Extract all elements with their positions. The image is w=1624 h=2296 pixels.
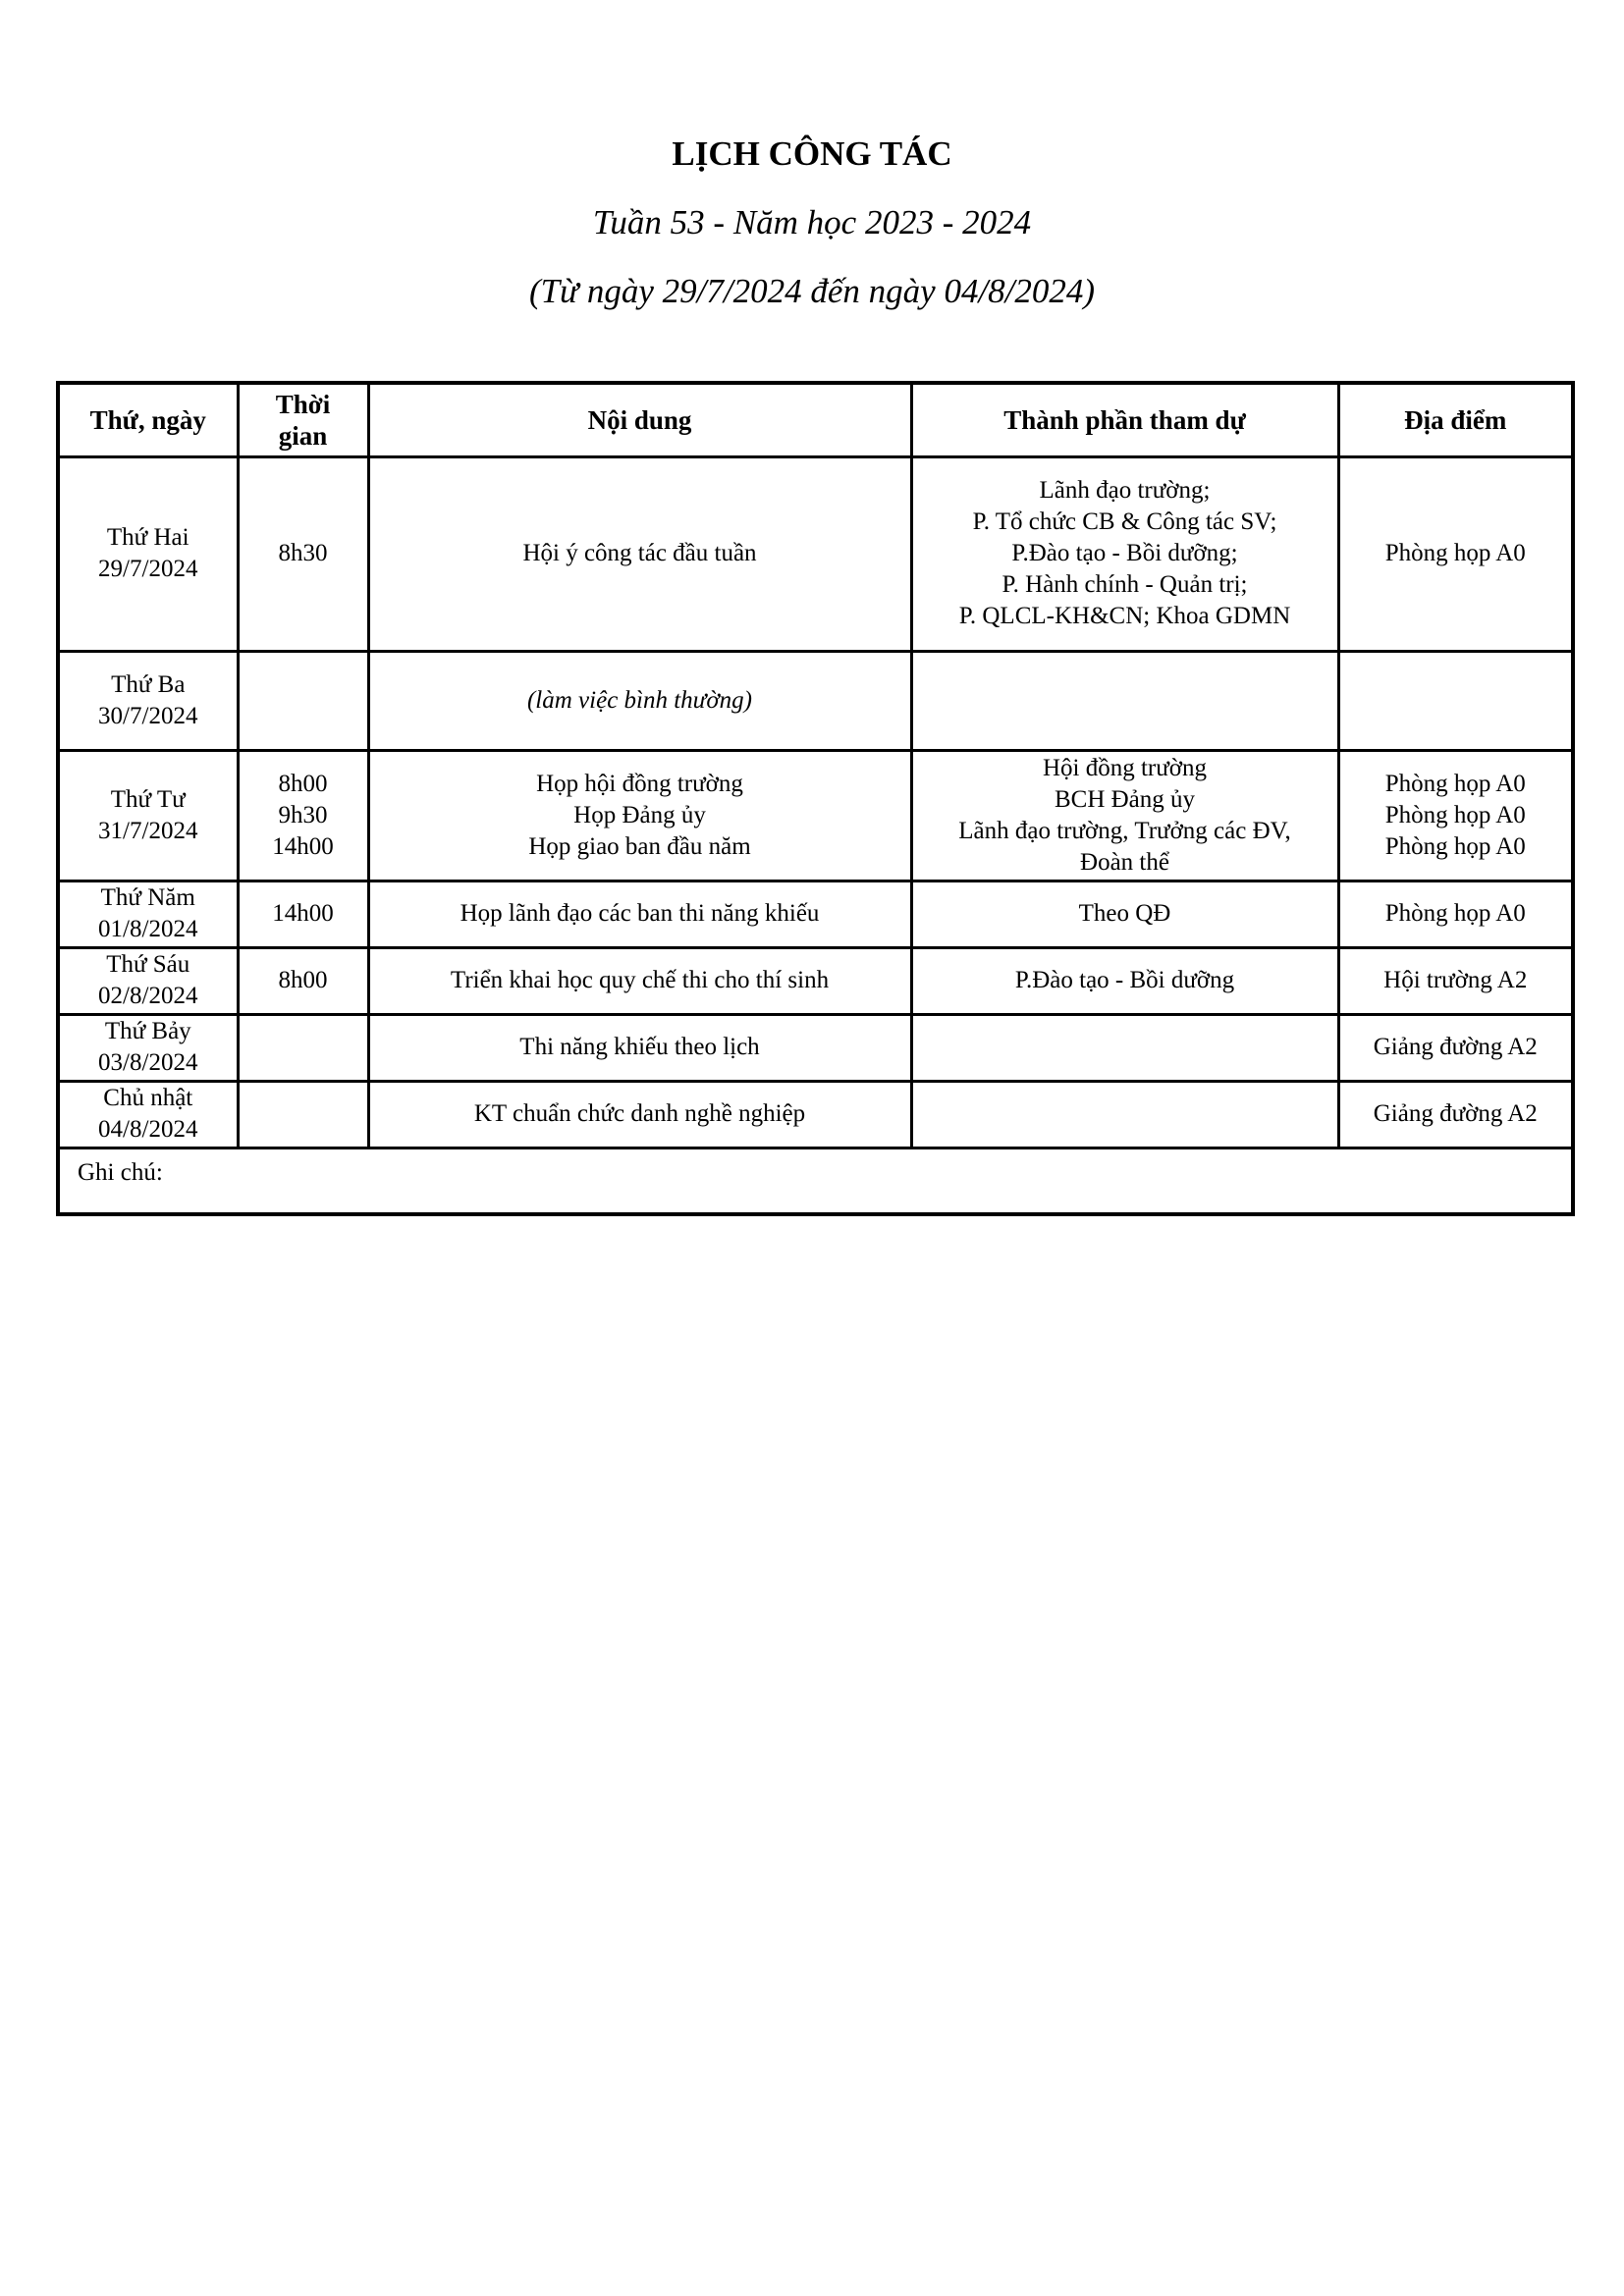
table-row — [58, 651, 1573, 750]
content-cell: Hội ý công tác đầu tuần — [368, 456, 911, 651]
document-title: LỊCH CÔNG TÁC — [672, 134, 952, 173]
location-cell: Phòng họp A0 — [1338, 456, 1573, 651]
column-header-day: Thứ, ngày — [58, 383, 238, 456]
day-cell: Thứ Sáu 02/8/2024 — [58, 947, 238, 1014]
note-row — [58, 1148, 1573, 1214]
table-row — [58, 947, 1573, 1014]
time-cell — [238, 1014, 368, 1081]
content-cell: Họp lãnh đạo các ban thi năng khiếu — [368, 881, 911, 947]
table-row — [58, 1081, 1573, 1148]
time-cell — [238, 1081, 368, 1148]
date-range: (Từ ngày 29/7/2024 đến ngày 04/8/2024) — [528, 272, 1096, 310]
time-cell: 8h00 — [238, 947, 368, 1014]
location-cell: Phòng họp A0 Phòng họp A0 Phòng họp A0 — [1338, 750, 1573, 881]
note-label: Ghi chú: — [58, 1148, 1573, 1214]
content-cell: KT chuẩn chức danh nghề nghiệp — [368, 1081, 911, 1148]
header-row — [58, 383, 1573, 456]
participants-cell: Theo QĐ — [911, 881, 1338, 947]
location-cell: Giảng đường A2 — [1338, 1014, 1573, 1081]
time-cell: 14h00 — [238, 881, 368, 947]
time-cell — [238, 651, 368, 750]
participants-cell: Lãnh đạo trường; P. Tổ chức CB & Công tác SV; P.Đào tạo - Bồi dưỡng; P. Hành chính - Quản trị; P. QLCL-KH&CN; Khoa GDMN — [911, 456, 1338, 651]
table-row — [58, 750, 1573, 881]
content-cell: Thi năng khiếu theo lịch — [368, 1014, 911, 1081]
participants-cell: Hội đồng trường BCH Đảng ủy Lãnh đạo trường, Trưởng các ĐV, Đoàn thể — [911, 750, 1338, 881]
location-cell: Phòng họp A0 — [1338, 881, 1573, 947]
day-cell: Thứ Bảy 03/8/2024 — [58, 1014, 238, 1081]
content-cell: Triển khai học quy chế thi cho thí sinh — [368, 947, 911, 1014]
day-cell: Chủ nhật 04/8/2024 — [58, 1081, 238, 1148]
column-header-participants: Thành phần tham dự — [911, 383, 1338, 456]
table-row — [58, 1014, 1573, 1081]
content-cell: (làm việc bình thường) — [368, 651, 911, 750]
table-row — [58, 881, 1573, 947]
time-cell: 8h00 9h30 14h00 — [238, 750, 368, 881]
location-cell: Hội trường A2 — [1338, 947, 1573, 1014]
column-header-time: Thời gian — [238, 383, 368, 456]
day-cell: Thứ Năm 01/8/2024 — [58, 881, 238, 947]
participants-cell — [911, 1081, 1338, 1148]
table-row — [58, 456, 1573, 651]
document-subtitle: Tuần 53 - Năm học 2023 - 2024 — [592, 203, 1032, 241]
participants-cell — [911, 1014, 1338, 1081]
day-cell: Thứ Ba 30/7/2024 — [58, 651, 238, 750]
participants-cell — [911, 651, 1338, 750]
column-header-content: Nội dung — [368, 383, 911, 456]
time-cell: 8h30 — [238, 456, 368, 651]
location-cell — [1338, 651, 1573, 750]
day-cell: Thứ Tư 31/7/2024 — [58, 750, 238, 881]
schedule-table — [56, 381, 1575, 1216]
participants-cell: P.Đào tạo - Bồi dưỡng — [911, 947, 1338, 1014]
column-header-location: Địa điểm — [1338, 383, 1573, 456]
content-cell: Họp hội đồng trường Họp Đảng ủy Họp giao ban đầu năm — [368, 750, 911, 881]
location-cell: Giảng đường A2 — [1338, 1081, 1573, 1148]
day-cell: Thứ Hai 29/7/2024 — [58, 456, 238, 651]
